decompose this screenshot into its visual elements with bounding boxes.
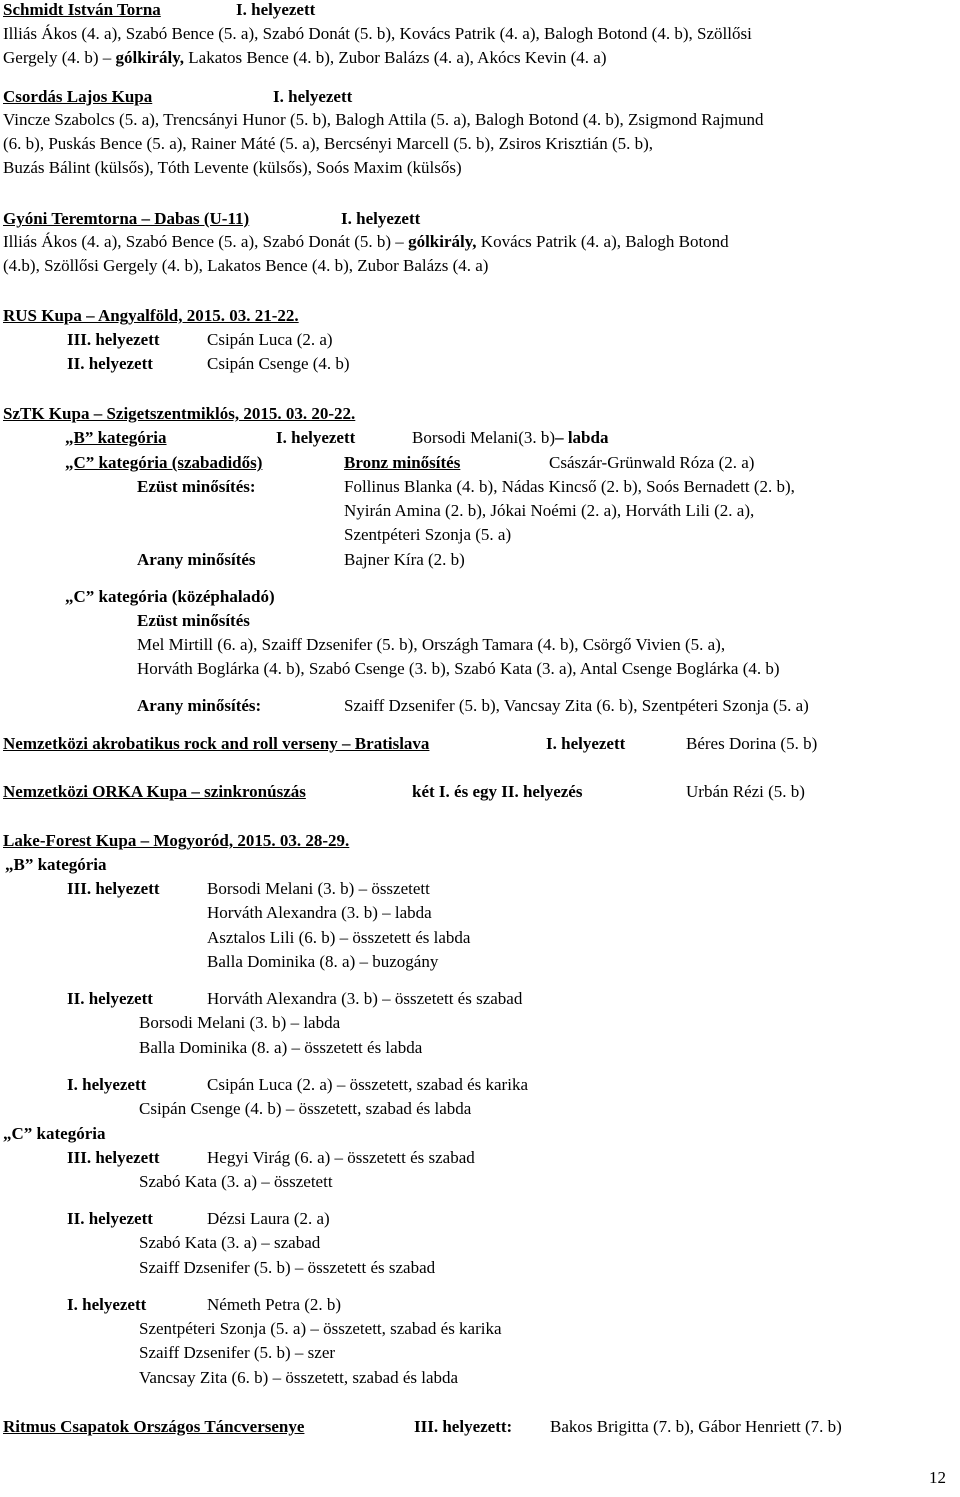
winner: Szaiff Dzsenifer (5. b), Vancsay Zita (6. b), Szentpéteri Szonja (5. a): [344, 696, 809, 715]
category-label: „C” kategória: [3, 1124, 106, 1143]
winner: Szaiff Dzsenifer (5. b) – összetett és szabad: [139, 1258, 436, 1277]
event-title: Lake-Forest Kupa – Mogyoród, 2015. 03. 28-29.: [3, 831, 350, 850]
winner: Mel Mirtill (6. a), Szaiff Dzsenifer (5. b), Országh Tamara (4. b), Csörgő Vivien (5. a),: [137, 635, 726, 654]
winner: Borsodi Melani (3. b) – labda: [139, 1013, 341, 1032]
category-label: „C” kategória (középhaladó): [65, 587, 275, 606]
winner: Urbán Rézi (5. b): [686, 782, 805, 801]
event-title: Ritmus Csapatok Országos Táncversenye: [3, 1417, 305, 1436]
winner: Csipán Csenge (4. b) – összetett, szabad és labda: [139, 1099, 472, 1118]
rating-label: Ezüst minősítés: [137, 611, 250, 630]
event-title: Schmidt István Torna: [3, 0, 161, 19]
winner: Szabó Kata (3. a) – összetett: [139, 1172, 333, 1191]
placement: I. helyezett: [546, 734, 626, 753]
rating-label: Arany minősítés: [137, 550, 256, 569]
placement: I. helyezett: [276, 428, 356, 447]
participants-line: Vincze Szabolcs (5. a), Trencsányi Hunor (5. b), Balogh Attila (5. a), Balogh Botond (4. b), Zsigmond Rajmund: [3, 110, 764, 129]
winner: Bajner Kíra (2. b): [344, 550, 465, 569]
placement: II. helyezett: [67, 354, 153, 373]
winner: Csipán Csenge (4. b): [207, 354, 350, 373]
event-title: Nemzetközi akrobatikus rock and roll verseny – Bratislava: [3, 734, 430, 753]
winner: Asztalos Lili (6. b) – összetett és labda: [207, 928, 471, 947]
winner: Balla Dominika (8. a) – buzogány: [207, 952, 439, 971]
event-title: RUS Kupa – Angyalföld, 2015. 03. 21-22.: [3, 306, 299, 325]
placement: I. helyezett: [236, 0, 316, 19]
winner: Csipán Luca (2. a) – összetett, szabad és karika: [207, 1075, 528, 1094]
section-title-schmidt: [3, 0, 316, 20]
participants-line: Illiás Ákos (4. a), Szabó Bence (5. a), Szabó Donát (5. b) – gólkirály, Kovács Patrik (4. a), Balogh Botond: [3, 232, 729, 251]
section-title-csordas: [3, 87, 353, 107]
category-label: „B” kategória: [65, 428, 167, 447]
placement: I. helyezett: [67, 1075, 147, 1094]
winner: Follinus Blanka (4. b), Nádas Kincső (2. b), Soós Bernadett (2. b),: [344, 477, 795, 496]
placement: I. helyezett: [273, 87, 353, 106]
winner: Horváth Alexandra (3. b) – labda: [207, 903, 432, 922]
placement: II. helyezett: [67, 989, 153, 1008]
placement: két I. és egy II. helyezés: [412, 782, 583, 801]
placement: III. helyezett: [67, 879, 160, 898]
winner: Hegyi Virág (6. a) – összetett és szabad: [207, 1148, 475, 1167]
rating-label: Ezüst minősítés:: [137, 477, 256, 496]
winner: Németh Petra (2. b): [207, 1295, 342, 1314]
participants-line: Gergely (4. b) – gólkirály, Lakatos Bence (4. b), Zubor Balázs (4. a), Akócs Kevin (4. a): [3, 48, 607, 67]
winner: Balla Dominika (8. a) – összetett és labda: [139, 1038, 423, 1057]
winner: Szabó Kata (3. a) – szabad: [139, 1233, 321, 1252]
rating-label: Arany minősítés:: [137, 696, 262, 715]
page-number: 12: [929, 1468, 946, 1487]
winner: Csipán Luca (2. a): [207, 330, 333, 349]
winner: Horváth Boglárka (4. b), Szabó Csenge (3. b), Szabó Kata (3. a), Antal Csenge Boglárka (4. b): [137, 659, 780, 678]
top-scorer-label: gólkirály,: [115, 48, 185, 67]
rating-label: Bronz minősítés: [344, 453, 461, 472]
placement: III. helyezett: [67, 1148, 160, 1167]
event-title: Nemzetközi ORKA Kupa – szinkronúszás: [3, 782, 306, 801]
winner: Horváth Alexandra (3. b) – összetett és szabad: [207, 989, 523, 1008]
winner: Császár-Grünwald Róza (2. a): [549, 453, 755, 472]
placement: III. helyezett: [67, 330, 160, 349]
placement: III. helyezett:: [414, 1417, 513, 1436]
event-title: SzTK Kupa – Szigetszentmiklós, 2015. 03. 20-22.: [3, 404, 356, 423]
participants-line: Illiás Ákos (4. a), Szabó Bence (5. a), Szabó Donát (5. b), Kovács Patrik (4. a), Balogh Botond (4. b), Szöllősi: [3, 24, 752, 43]
participants-line: (4.b), Szöllősi Gergely (4. b), Lakatos Bence (4. b), Zubor Balázs (4. a): [3, 256, 489, 275]
placement: I. helyezett: [67, 1295, 147, 1314]
category-label: „C” kategória (szabadidős): [65, 453, 263, 472]
winner: Borsodi Melani(3. b)– labda: [412, 428, 609, 447]
winner: Szentpéteri Szonja (5. a) – összetett, szabad és karika: [139, 1319, 502, 1338]
winner: Bakos Brigitta (7. b), Gábor Henriett (7. b): [550, 1417, 842, 1436]
category-label: „B” kategória: [5, 855, 107, 874]
winner: Szentpéteri Szonja (5. a): [344, 525, 512, 544]
placement: II. helyezett: [67, 1209, 153, 1228]
participants-line: (6. b), Puskás Bence (5. a), Rainer Máté (5. a), Bercsényi Marcell (5. b), Zsiros Krisztián (5. b),: [3, 134, 654, 153]
winner: Dézsi Laura (2. a): [207, 1209, 330, 1228]
winner: Vancsay Zita (6. b) – összetett, szabad és labda: [139, 1368, 459, 1387]
top-scorer-label: gólkirály,: [408, 232, 477, 251]
winner: Béres Dorina (5. b): [686, 734, 818, 753]
participants-line: Buzás Bálint (külsős), Tóth Levente (külsős), Soós Maxim (külsős): [3, 158, 462, 177]
event-title: Gyóni Teremtorna – Dabas (U-11): [3, 209, 250, 228]
event-title: Csordás Lajos Kupa: [3, 87, 153, 106]
placement: I. helyezett: [341, 209, 421, 228]
winner: Borsodi Melani (3. b) – összetett: [207, 879, 430, 898]
winner: Nyirán Amina (2. b), Jókai Noémi (2. a), Horváth Lili (2. a),: [344, 501, 755, 520]
winner: Szaiff Dzsenifer (5. b) – szer: [139, 1343, 336, 1362]
section-title-gyoni: [3, 209, 421, 229]
